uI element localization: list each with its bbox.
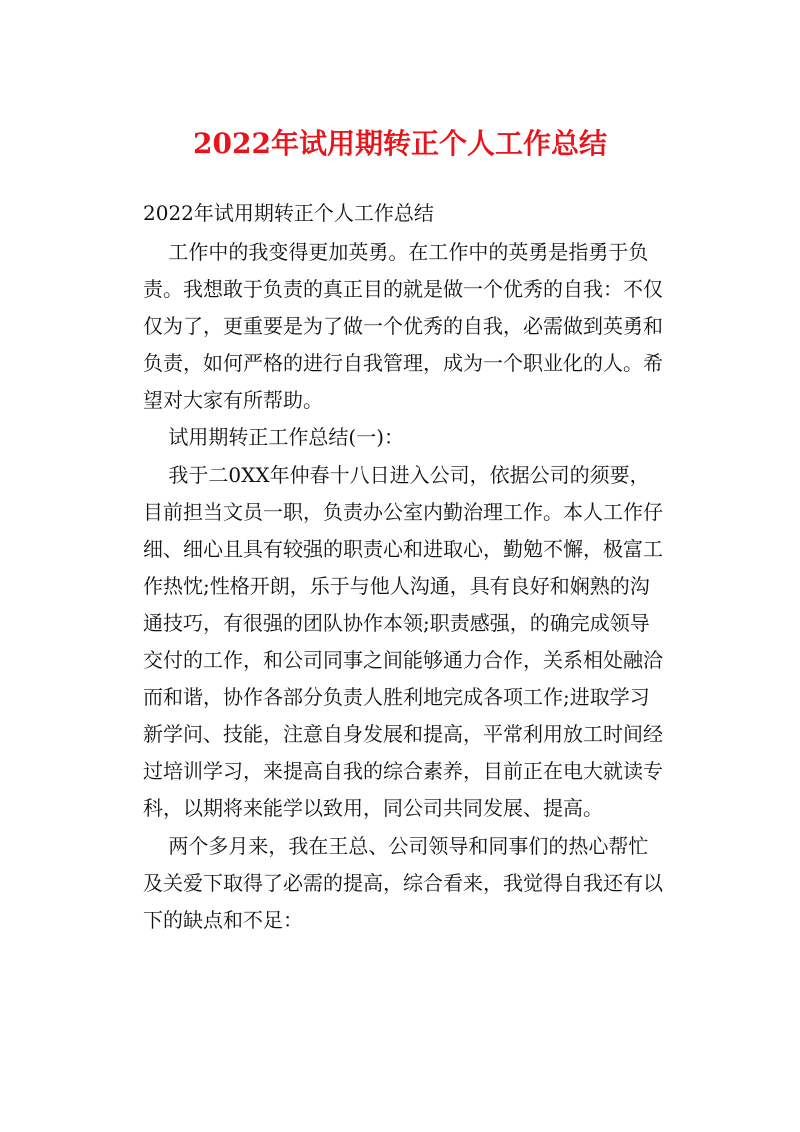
body-line: 下的缺点和不足： [143,907,303,932]
body-line: 及关爱下取得了必需的提高，综合看来，我觉得自我还有以 [143,870,663,895]
body-line: 新学问、技能，注意自身发展和提高，平常利用放工时间经 [143,722,663,747]
body-line: 责。我想敢于负责的真正目的就是做一个优秀的自我：不仅 [143,277,663,302]
body-line: 工作中的我变得更加英勇。在工作中的英勇是指勇于负 [143,240,649,264]
body-line: 望对大家有所帮助。 [143,388,323,413]
body-line: 仅为了，更重要是为了做一个优秀的自我，必需做到英勇和 [143,314,663,339]
body-line: 交付的工作，和公司同事之间能够通力合作，关系相处融洽 [143,648,663,673]
body-line: 科，以期将来能学以致用，同公司共同发展、提高。 [143,796,603,821]
body-line: 我于二0XX年仲春十八日进入公司，依据公司的须要， [143,462,650,487]
body-line: 而和谐，协作各部分负责人胜利地完成各项工作;进取学习 [143,685,650,710]
body-line: 目前担当文员一职，负责办公室内勤治理工作。本人工作仔 [143,499,663,524]
body-line: 细、细心且具有较强的职责心和进取心，勤勉不懈，极富工 [143,536,663,561]
body-line: 作热忱;性格开朗，乐于与他人沟通，具有良好和娴熟的沟 [143,573,650,598]
body-line: 两个多月来，我在王总、公司领导和同事们的热心帮忙 [143,833,649,858]
body-line: 试用期转正工作总结(一)： [143,425,405,450]
body-line: 过培训学习，来提高自我的综合素养，目前正在电大就读专 [143,759,663,784]
body-line: 通技巧，有很强的团队协作本领;职责感强，的确完成领导 [143,610,650,635]
document-subtitle: 2022年试用期转正个人工作总结 [143,201,434,225]
document-title: 2022年试用期转正个人工作总结 [193,127,607,160]
body-line: 负责，如何严格的进行自我管理，成为一个职业化的人。希 [143,351,663,376]
document-body [143,234,703,939]
